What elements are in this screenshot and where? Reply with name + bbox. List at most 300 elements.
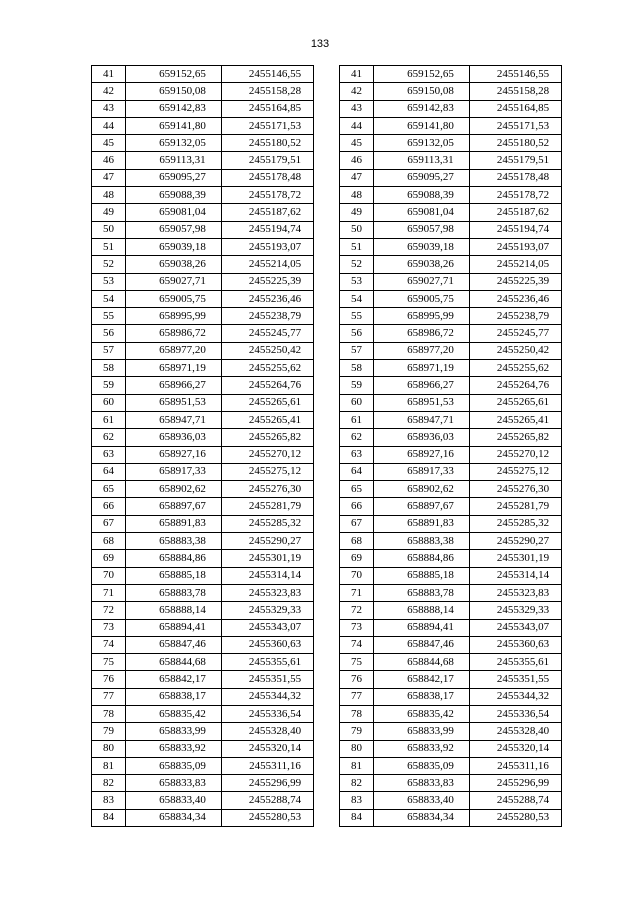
point-number-cell: 52 xyxy=(340,256,374,273)
table-row xyxy=(92,481,314,498)
table-row xyxy=(92,636,314,653)
table-row xyxy=(92,809,314,826)
x-coordinate-cell: 658927,16 xyxy=(374,446,470,463)
x-coordinate-cell: 659039,18 xyxy=(374,238,470,255)
x-coordinate-cell: 658833,83 xyxy=(374,775,470,792)
y-coordinate-cell: 2455264,76 xyxy=(222,377,314,394)
table-row xyxy=(340,360,562,377)
point-number-cell: 61 xyxy=(340,411,374,428)
table-row xyxy=(92,654,314,671)
x-coordinate-cell: 659113,31 xyxy=(126,152,222,169)
table-row xyxy=(340,204,562,221)
point-number-cell: 84 xyxy=(340,809,374,826)
point-number-cell: 73 xyxy=(92,619,126,636)
y-coordinate-cell: 2455290,27 xyxy=(222,533,314,550)
table-row xyxy=(92,584,314,601)
x-coordinate-cell: 659081,04 xyxy=(374,204,470,221)
coordinates-table-left xyxy=(91,65,314,827)
point-number-cell: 74 xyxy=(340,636,374,653)
point-number-cell: 48 xyxy=(92,187,126,204)
table-row xyxy=(340,256,562,273)
table-row xyxy=(92,377,314,394)
y-coordinate-cell: 2455320,14 xyxy=(470,740,562,757)
table-row xyxy=(340,481,562,498)
table-row xyxy=(340,533,562,550)
point-number-cell: 54 xyxy=(340,290,374,307)
point-number-cell: 60 xyxy=(340,394,374,411)
y-coordinate-cell: 2455270,12 xyxy=(470,446,562,463)
y-coordinate-cell: 2455288,74 xyxy=(470,792,562,809)
y-coordinate-cell: 2455320,14 xyxy=(222,740,314,757)
table-row xyxy=(340,290,562,307)
table-row xyxy=(92,152,314,169)
point-number-cell: 58 xyxy=(92,360,126,377)
y-coordinate-cell: 2455264,76 xyxy=(470,377,562,394)
x-coordinate-cell: 658891,83 xyxy=(374,515,470,532)
table-row xyxy=(92,204,314,221)
y-coordinate-cell: 2455329,33 xyxy=(222,602,314,619)
x-coordinate-cell: 659057,98 xyxy=(126,221,222,238)
y-coordinate-cell: 2455323,83 xyxy=(222,584,314,601)
x-coordinate-cell: 658883,78 xyxy=(126,584,222,601)
point-number-cell: 57 xyxy=(340,342,374,359)
x-coordinate-cell: 659027,71 xyxy=(126,273,222,290)
x-coordinate-cell: 659057,98 xyxy=(374,221,470,238)
x-coordinate-cell: 658894,41 xyxy=(374,619,470,636)
x-coordinate-cell: 658897,67 xyxy=(374,498,470,515)
point-number-cell: 53 xyxy=(92,273,126,290)
y-coordinate-cell: 2455179,51 xyxy=(222,152,314,169)
table-row xyxy=(340,636,562,653)
y-coordinate-cell: 2455265,61 xyxy=(222,394,314,411)
point-number-cell: 83 xyxy=(92,792,126,809)
table-row xyxy=(92,360,314,377)
point-number-cell: 47 xyxy=(92,169,126,186)
table-row xyxy=(92,117,314,134)
point-number-cell: 46 xyxy=(92,152,126,169)
table-row xyxy=(92,238,314,255)
x-coordinate-cell: 659005,75 xyxy=(374,290,470,307)
point-number-cell: 62 xyxy=(340,429,374,446)
x-coordinate-cell: 659150,08 xyxy=(374,83,470,100)
x-coordinate-cell: 658835,09 xyxy=(126,757,222,774)
table-row xyxy=(340,602,562,619)
point-number-cell: 67 xyxy=(340,515,374,532)
y-coordinate-cell: 2455314,14 xyxy=(470,567,562,584)
point-number-cell: 72 xyxy=(92,602,126,619)
table-row xyxy=(92,498,314,515)
x-coordinate-cell: 658838,17 xyxy=(374,688,470,705)
x-coordinate-cell: 659095,27 xyxy=(126,169,222,186)
y-coordinate-cell: 2455281,79 xyxy=(222,498,314,515)
y-coordinate-cell: 2455250,42 xyxy=(470,342,562,359)
y-coordinate-cell: 2455296,99 xyxy=(222,775,314,792)
y-coordinate-cell: 2455275,12 xyxy=(470,463,562,480)
point-number-cell: 69 xyxy=(340,550,374,567)
y-coordinate-cell: 2455146,55 xyxy=(470,66,562,83)
table-row xyxy=(92,567,314,584)
x-coordinate-cell: 658966,27 xyxy=(374,377,470,394)
y-coordinate-cell: 2455343,07 xyxy=(222,619,314,636)
table-row xyxy=(92,515,314,532)
point-number-cell: 75 xyxy=(92,654,126,671)
y-coordinate-cell: 2455265,82 xyxy=(222,429,314,446)
table-row xyxy=(92,290,314,307)
point-number-cell: 69 xyxy=(92,550,126,567)
point-number-cell: 43 xyxy=(92,100,126,117)
x-coordinate-cell: 659095,27 xyxy=(374,169,470,186)
point-number-cell: 51 xyxy=(92,238,126,255)
table-row xyxy=(340,498,562,515)
y-coordinate-cell: 2455180,52 xyxy=(470,135,562,152)
y-coordinate-cell: 2455301,19 xyxy=(222,550,314,567)
table-row xyxy=(340,238,562,255)
y-coordinate-cell: 2455194,74 xyxy=(222,221,314,238)
x-coordinate-cell: 658971,19 xyxy=(374,360,470,377)
table-row xyxy=(340,66,562,83)
point-number-cell: 78 xyxy=(92,705,126,722)
point-number-cell: 53 xyxy=(340,273,374,290)
y-coordinate-cell: 2455311,16 xyxy=(222,757,314,774)
x-coordinate-cell: 658888,14 xyxy=(126,602,222,619)
point-number-cell: 80 xyxy=(340,740,374,757)
page-number: 133 xyxy=(310,38,330,50)
point-number-cell: 42 xyxy=(340,83,374,100)
y-coordinate-cell: 2455265,41 xyxy=(470,411,562,428)
point-number-cell: 79 xyxy=(92,723,126,740)
x-coordinate-cell: 659141,80 xyxy=(374,117,470,134)
y-coordinate-cell: 2455158,28 xyxy=(470,83,562,100)
point-number-cell: 61 xyxy=(92,411,126,428)
y-coordinate-cell: 2455250,42 xyxy=(222,342,314,359)
table-row xyxy=(340,723,562,740)
table-row xyxy=(340,740,562,757)
table-row xyxy=(92,325,314,342)
y-coordinate-cell: 2455285,32 xyxy=(470,515,562,532)
point-number-cell: 79 xyxy=(340,723,374,740)
y-coordinate-cell: 2455280,53 xyxy=(222,809,314,826)
table-row xyxy=(340,705,562,722)
table-row xyxy=(92,187,314,204)
point-number-cell: 65 xyxy=(340,481,374,498)
x-coordinate-cell: 658835,42 xyxy=(374,705,470,722)
coordinates-table-body xyxy=(340,66,562,827)
x-coordinate-cell: 658833,83 xyxy=(126,775,222,792)
table-row xyxy=(92,550,314,567)
x-coordinate-cell: 658834,34 xyxy=(374,809,470,826)
point-number-cell: 42 xyxy=(92,83,126,100)
table-row xyxy=(92,342,314,359)
point-number-cell: 50 xyxy=(92,221,126,238)
table-row xyxy=(92,723,314,740)
x-coordinate-cell: 658986,72 xyxy=(126,325,222,342)
x-coordinate-cell: 658842,17 xyxy=(126,671,222,688)
x-coordinate-cell: 659088,39 xyxy=(374,187,470,204)
y-coordinate-cell: 2455225,39 xyxy=(470,273,562,290)
x-coordinate-cell: 658995,99 xyxy=(126,308,222,325)
y-coordinate-cell: 2455328,40 xyxy=(222,723,314,740)
point-number-cell: 56 xyxy=(92,325,126,342)
table-row xyxy=(92,135,314,152)
table-row xyxy=(340,429,562,446)
x-coordinate-cell: 658936,03 xyxy=(126,429,222,446)
y-coordinate-cell: 2455301,19 xyxy=(470,550,562,567)
x-coordinate-cell: 658842,17 xyxy=(374,671,470,688)
table-row xyxy=(340,117,562,134)
table-row xyxy=(340,688,562,705)
x-coordinate-cell: 659142,83 xyxy=(126,100,222,117)
y-coordinate-cell: 2455187,62 xyxy=(470,204,562,221)
table-row xyxy=(340,308,562,325)
x-coordinate-cell: 659150,08 xyxy=(126,83,222,100)
y-coordinate-cell: 2455187,62 xyxy=(222,204,314,221)
x-coordinate-cell: 658891,83 xyxy=(126,515,222,532)
point-number-cell: 77 xyxy=(340,688,374,705)
point-number-cell: 71 xyxy=(92,584,126,601)
y-coordinate-cell: 2455336,54 xyxy=(470,705,562,722)
table-row xyxy=(92,429,314,446)
x-coordinate-cell: 659038,26 xyxy=(374,256,470,273)
point-number-cell: 43 xyxy=(340,100,374,117)
x-coordinate-cell: 658835,09 xyxy=(374,757,470,774)
y-coordinate-cell: 2455178,72 xyxy=(470,187,562,204)
x-coordinate-cell: 659088,39 xyxy=(126,187,222,204)
table-row xyxy=(92,83,314,100)
point-number-cell: 65 xyxy=(92,481,126,498)
table-row xyxy=(340,775,562,792)
y-coordinate-cell: 2455164,85 xyxy=(222,100,314,117)
x-coordinate-cell: 658847,46 xyxy=(126,636,222,653)
x-coordinate-cell: 658844,68 xyxy=(374,654,470,671)
table-row xyxy=(340,100,562,117)
table-row xyxy=(340,654,562,671)
point-number-cell: 48 xyxy=(340,187,374,204)
y-coordinate-cell: 2455225,39 xyxy=(222,273,314,290)
point-number-cell: 60 xyxy=(92,394,126,411)
table-row xyxy=(340,342,562,359)
x-coordinate-cell: 658847,46 xyxy=(374,636,470,653)
y-coordinate-cell: 2455255,62 xyxy=(222,360,314,377)
point-number-cell: 62 xyxy=(92,429,126,446)
point-number-cell: 82 xyxy=(340,775,374,792)
table-row xyxy=(92,100,314,117)
x-coordinate-cell: 659005,75 xyxy=(126,290,222,307)
table-row xyxy=(92,775,314,792)
x-coordinate-cell: 658885,18 xyxy=(126,567,222,584)
x-coordinate-cell: 658951,53 xyxy=(126,394,222,411)
point-number-cell: 76 xyxy=(340,671,374,688)
table-row xyxy=(92,463,314,480)
y-coordinate-cell: 2455238,79 xyxy=(470,308,562,325)
y-coordinate-cell: 2455276,30 xyxy=(222,481,314,498)
point-number-cell: 73 xyxy=(340,619,374,636)
y-coordinate-cell: 2455355,61 xyxy=(222,654,314,671)
x-coordinate-cell: 658833,40 xyxy=(374,792,470,809)
table-row xyxy=(340,567,562,584)
table-row xyxy=(340,757,562,774)
y-coordinate-cell: 2455238,79 xyxy=(222,308,314,325)
y-coordinate-cell: 2455236,46 xyxy=(470,290,562,307)
point-number-cell: 47 xyxy=(340,169,374,186)
table-row xyxy=(92,602,314,619)
y-coordinate-cell: 2455360,63 xyxy=(470,636,562,653)
table-row xyxy=(92,308,314,325)
x-coordinate-cell: 658833,92 xyxy=(126,740,222,757)
point-number-cell: 63 xyxy=(92,446,126,463)
point-number-cell: 59 xyxy=(340,377,374,394)
x-coordinate-cell: 659027,71 xyxy=(374,273,470,290)
point-number-cell: 70 xyxy=(340,567,374,584)
table-row xyxy=(92,740,314,757)
y-coordinate-cell: 2455178,48 xyxy=(222,169,314,186)
table-row xyxy=(340,377,562,394)
y-coordinate-cell: 2455245,77 xyxy=(470,325,562,342)
point-number-cell: 81 xyxy=(340,757,374,774)
x-coordinate-cell: 658947,71 xyxy=(126,411,222,428)
y-coordinate-cell: 2455280,53 xyxy=(470,809,562,826)
table-row xyxy=(92,273,314,290)
y-coordinate-cell: 2455344,32 xyxy=(470,688,562,705)
table-row xyxy=(92,446,314,463)
table-row xyxy=(92,619,314,636)
y-coordinate-cell: 2455265,82 xyxy=(470,429,562,446)
x-coordinate-cell: 658936,03 xyxy=(374,429,470,446)
x-coordinate-cell: 658835,42 xyxy=(126,705,222,722)
x-coordinate-cell: 658884,86 xyxy=(126,550,222,567)
y-coordinate-cell: 2455214,05 xyxy=(222,256,314,273)
x-coordinate-cell: 658833,99 xyxy=(374,723,470,740)
point-number-cell: 84 xyxy=(92,809,126,826)
y-coordinate-cell: 2455146,55 xyxy=(222,66,314,83)
point-number-cell: 64 xyxy=(92,463,126,480)
point-number-cell: 49 xyxy=(92,204,126,221)
point-number-cell: 55 xyxy=(340,308,374,325)
point-number-cell: 81 xyxy=(92,757,126,774)
point-number-cell: 71 xyxy=(340,584,374,601)
x-coordinate-cell: 659152,65 xyxy=(126,66,222,83)
table-row xyxy=(340,515,562,532)
y-coordinate-cell: 2455343,07 xyxy=(470,619,562,636)
x-coordinate-cell: 658833,99 xyxy=(126,723,222,740)
table-row xyxy=(340,463,562,480)
point-number-cell: 70 xyxy=(92,567,126,584)
x-coordinate-cell: 658917,33 xyxy=(126,463,222,480)
point-number-cell: 58 xyxy=(340,360,374,377)
x-coordinate-cell: 658885,18 xyxy=(374,567,470,584)
x-coordinate-cell: 658844,68 xyxy=(126,654,222,671)
table-row xyxy=(340,135,562,152)
table-row xyxy=(92,169,314,186)
table-row xyxy=(340,446,562,463)
table-row xyxy=(92,256,314,273)
table-row xyxy=(92,688,314,705)
y-coordinate-cell: 2455329,33 xyxy=(470,602,562,619)
x-coordinate-cell: 658917,33 xyxy=(374,463,470,480)
point-number-cell: 83 xyxy=(340,792,374,809)
y-coordinate-cell: 2455164,85 xyxy=(470,100,562,117)
x-coordinate-cell: 658971,19 xyxy=(126,360,222,377)
point-number-cell: 45 xyxy=(340,135,374,152)
x-coordinate-cell: 658834,34 xyxy=(126,809,222,826)
y-coordinate-cell: 2455236,46 xyxy=(222,290,314,307)
x-coordinate-cell: 658947,71 xyxy=(374,411,470,428)
x-coordinate-cell: 659039,18 xyxy=(126,238,222,255)
x-coordinate-cell: 658838,17 xyxy=(126,688,222,705)
y-coordinate-cell: 2455265,41 xyxy=(222,411,314,428)
table-row xyxy=(340,619,562,636)
x-coordinate-cell: 658927,16 xyxy=(126,446,222,463)
y-coordinate-cell: 2455178,48 xyxy=(470,169,562,186)
table-row xyxy=(92,66,314,83)
table-row xyxy=(340,792,562,809)
x-coordinate-cell: 658833,40 xyxy=(126,792,222,809)
table-row xyxy=(92,533,314,550)
point-number-cell: 74 xyxy=(92,636,126,653)
y-coordinate-cell: 2455193,07 xyxy=(470,238,562,255)
coordinates-table-right xyxy=(339,65,562,827)
point-number-cell: 57 xyxy=(92,342,126,359)
point-number-cell: 52 xyxy=(92,256,126,273)
point-number-cell: 64 xyxy=(340,463,374,480)
x-coordinate-cell: 659113,31 xyxy=(374,152,470,169)
x-coordinate-cell: 658888,14 xyxy=(374,602,470,619)
point-number-cell: 78 xyxy=(340,705,374,722)
x-coordinate-cell: 659142,83 xyxy=(374,100,470,117)
point-number-cell: 77 xyxy=(92,688,126,705)
y-coordinate-cell: 2455178,72 xyxy=(222,187,314,204)
table-row xyxy=(340,169,562,186)
x-coordinate-cell: 659141,80 xyxy=(126,117,222,134)
table-row xyxy=(340,394,562,411)
y-coordinate-cell: 2455265,61 xyxy=(470,394,562,411)
point-number-cell: 68 xyxy=(92,533,126,550)
point-number-cell: 66 xyxy=(92,498,126,515)
y-coordinate-cell: 2455288,74 xyxy=(222,792,314,809)
table-row xyxy=(92,411,314,428)
point-number-cell: 49 xyxy=(340,204,374,221)
y-coordinate-cell: 2455194,74 xyxy=(470,221,562,238)
y-coordinate-cell: 2455290,27 xyxy=(470,533,562,550)
x-coordinate-cell: 658902,62 xyxy=(374,481,470,498)
coordinates-table-body xyxy=(92,66,314,827)
table-row xyxy=(92,671,314,688)
y-coordinate-cell: 2455276,30 xyxy=(470,481,562,498)
table-row xyxy=(92,757,314,774)
table-row xyxy=(340,83,562,100)
y-coordinate-cell: 2455360,63 xyxy=(222,636,314,653)
point-number-cell: 44 xyxy=(340,117,374,134)
point-number-cell: 63 xyxy=(340,446,374,463)
point-number-cell: 44 xyxy=(92,117,126,134)
point-number-cell: 51 xyxy=(340,238,374,255)
point-number-cell: 56 xyxy=(340,325,374,342)
y-coordinate-cell: 2455311,16 xyxy=(470,757,562,774)
x-coordinate-cell: 659132,05 xyxy=(126,135,222,152)
x-coordinate-cell: 658883,38 xyxy=(126,533,222,550)
table-row xyxy=(92,221,314,238)
y-coordinate-cell: 2455275,12 xyxy=(222,463,314,480)
x-coordinate-cell: 659081,04 xyxy=(126,204,222,221)
table-row xyxy=(92,792,314,809)
table-row xyxy=(340,325,562,342)
y-coordinate-cell: 2455245,77 xyxy=(222,325,314,342)
x-coordinate-cell: 658883,38 xyxy=(374,533,470,550)
point-number-cell: 50 xyxy=(340,221,374,238)
point-number-cell: 75 xyxy=(340,654,374,671)
table-row xyxy=(340,221,562,238)
x-coordinate-cell: 658894,41 xyxy=(126,619,222,636)
point-number-cell: 66 xyxy=(340,498,374,515)
